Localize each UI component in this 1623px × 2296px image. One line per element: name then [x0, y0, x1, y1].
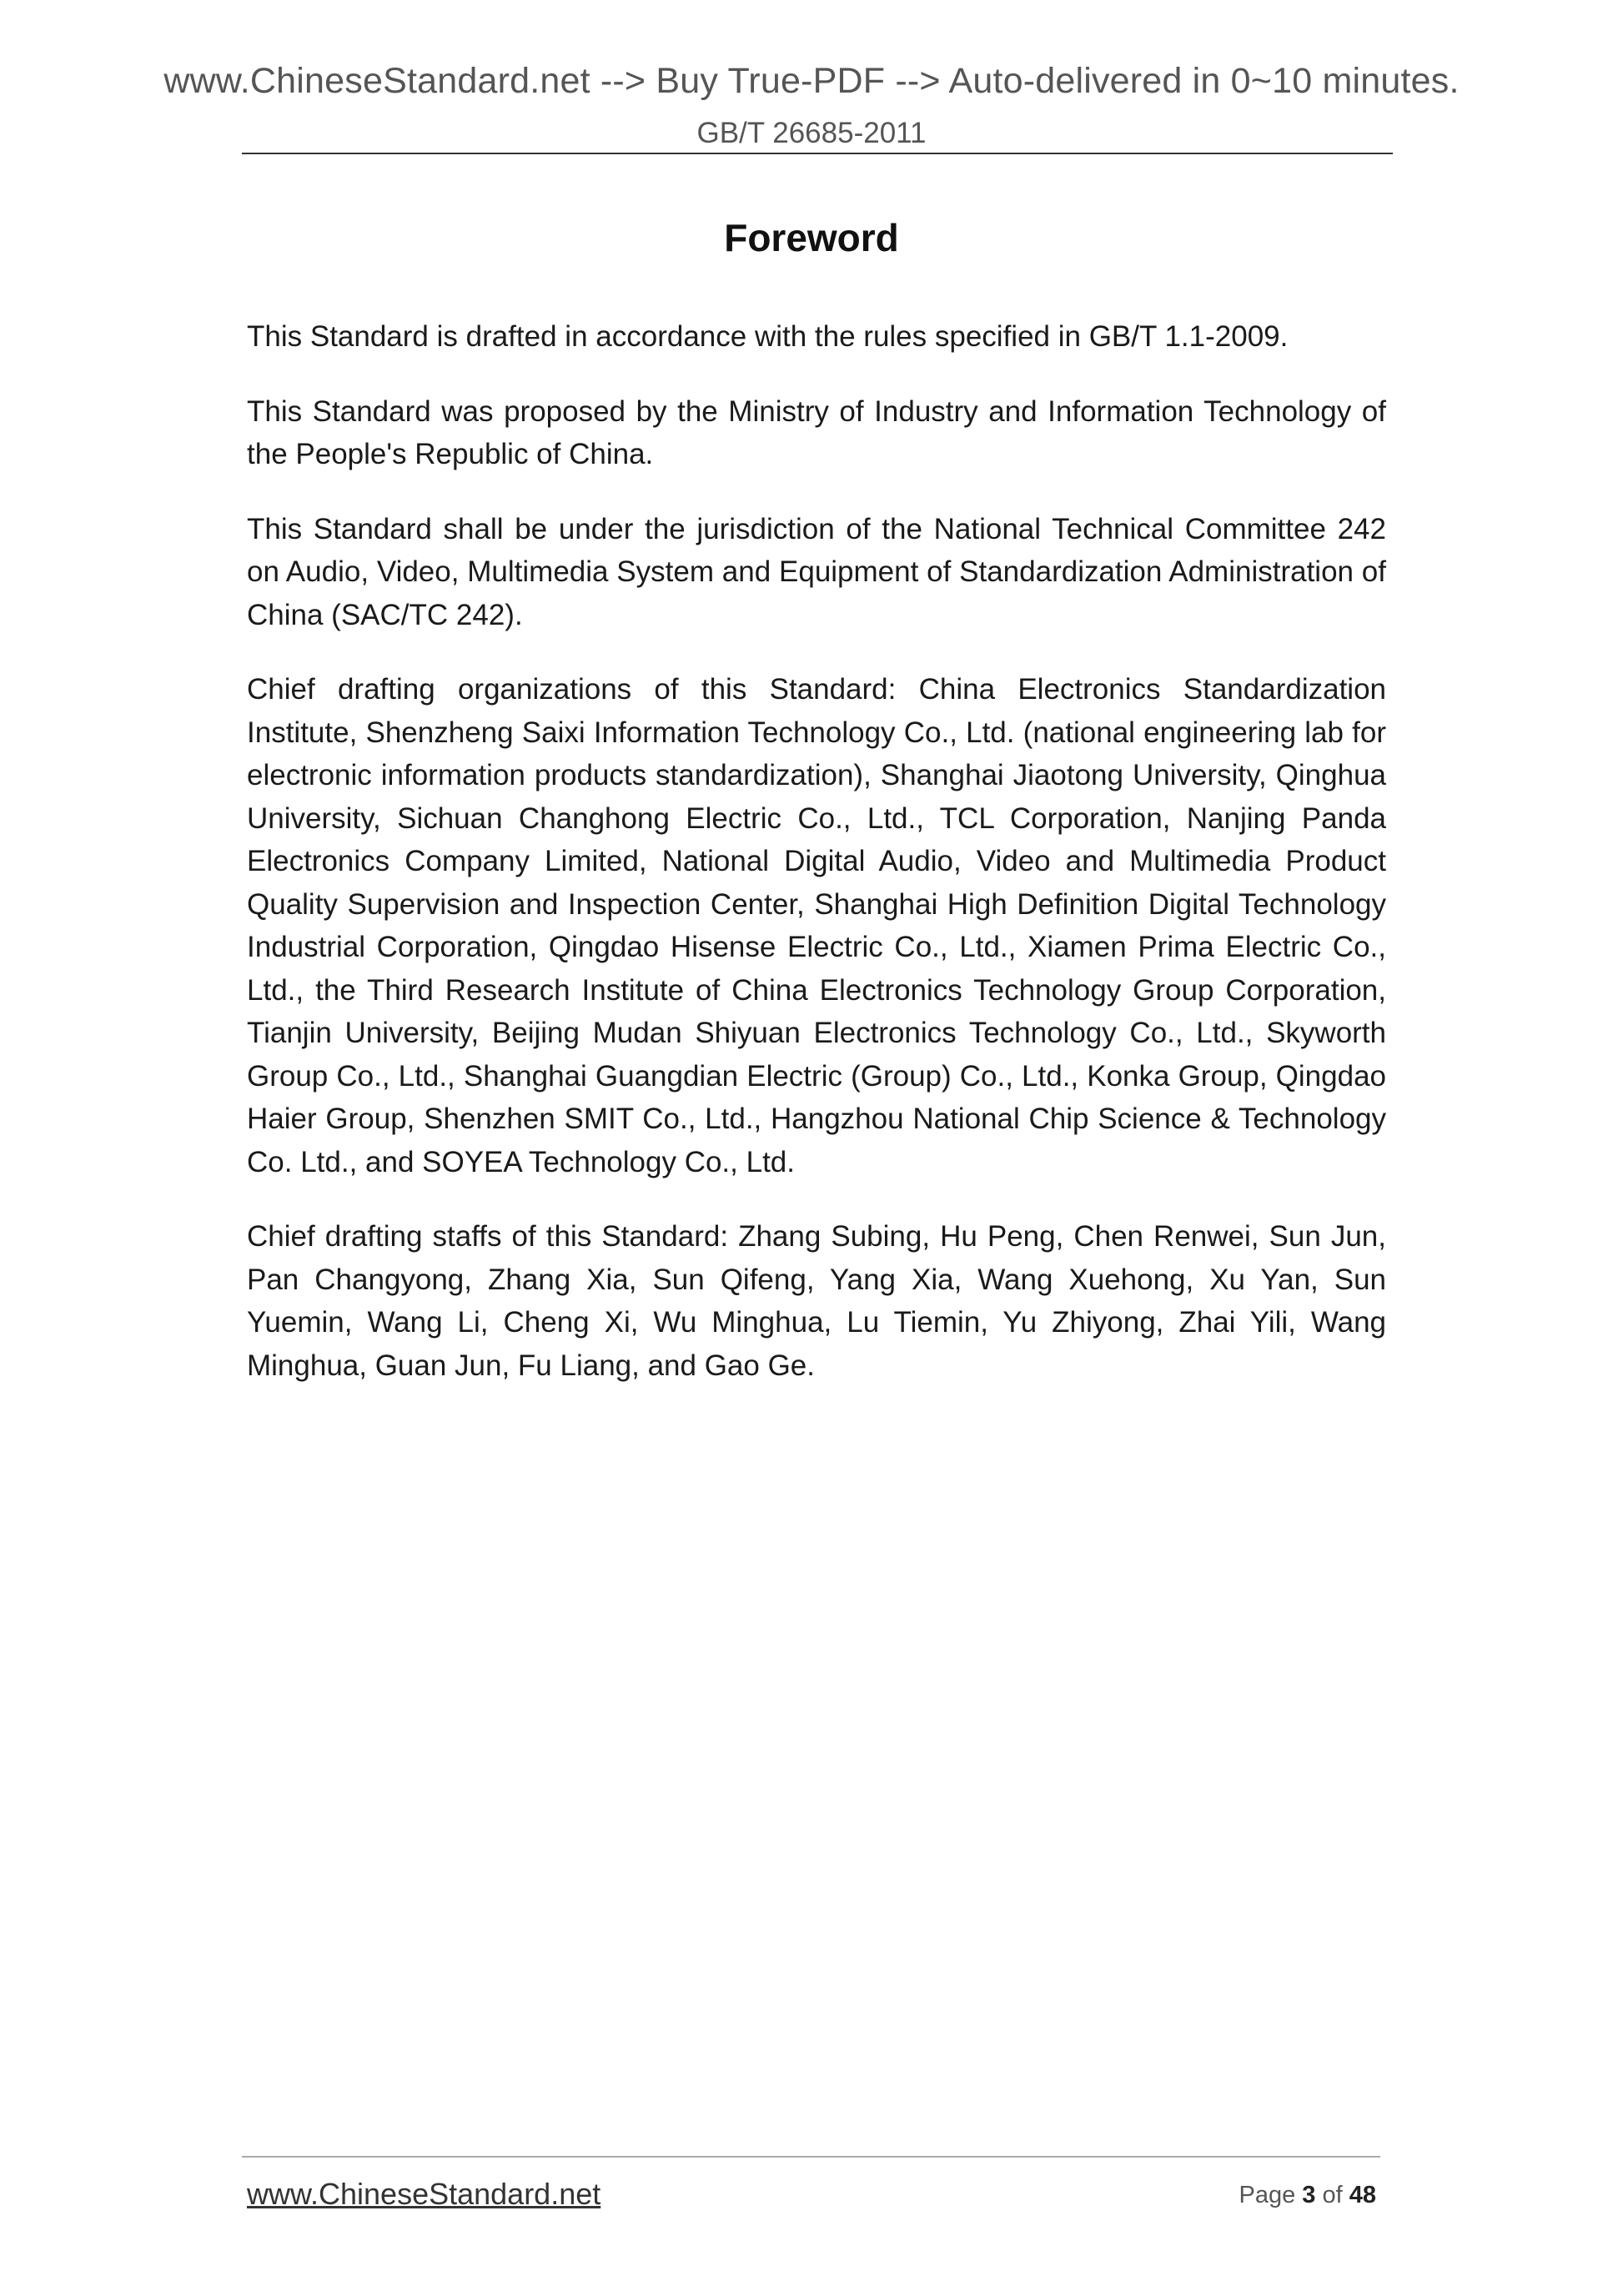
page-title: Foreword — [724, 216, 899, 259]
footer-website-link[interactable]: www.ChineseStandard.net — [247, 2177, 601, 2211]
total-pages: 48 — [1349, 2182, 1376, 2208]
page-number — [1239, 2183, 1376, 2208]
header-banner: www.ChineseStandard.net --> Buy True-PDF --> Auto-delivered in 0~10 minutes. — [163, 61, 1460, 101]
paragraph-jurisdiction: This Standard shall be under the jurisdiction of the National Technical Committee 242 on Audio, Video, Multimedia System and Equipment of Standardization Administration of China (SAC/TC 242). — [247, 512, 1386, 631]
paragraph-drafting-staffs: Chief drafting staffs of this Standard: Zhang Subing, Hu Peng, Chen Renwei, Sun Jun, Pan Changyong, Zhang Xia, Sun Qifeng, Yang Xia, Wang Xuehong, Xu Yan, Sun Yuemin, Wang Li, Cheng Xi, Wu Minghua, Lu Tiemin, Yu Zhiyong, Zhai Yili, Wang Minghua, Guan Jun, Fu Liang, and Gao Ge. — [247, 1220, 1386, 1382]
footer-divider — [242, 2156, 1380, 2158]
standard-code: GB/T 26685-2011 — [696, 117, 927, 149]
paragraph-drafting-rules: This Standard is drafted in accordance with the rules specified in GB/T 1.1-2009. — [247, 320, 1289, 353]
document-body — [247, 315, 1386, 1419]
header-divider — [242, 153, 1393, 154]
paragraph-drafting-organizations: Chief drafting organizations of this Standard: China Electronics Standardization Institute, Shenzheng Saixi Information Technology Co., Ltd. (national engineering lab for electronic information products standardization), Shanghai Jiaotong University, Qinghua University, Sichuan Changhong Electric Co., Ltd., TCL Corporation, Nanjing Panda Electronics Company Limited, National Digital Audio, Video and Multimedia Product Quality Supervision and Inspection Center, Shanghai High Definition Digital Technology Industrial Corporation, Qingdao Hisense Electric Co., Ltd., Xiamen Prima Electric Co., Ltd., the Third Research Institute of China Electronics Technology Group Corporation, Tianjin University, Beijing Mudan Shiyuan Electronics Technology Co., Ltd., Skyworth Group Co., Ltd., Shanghai Guangdian Electric (Group) Co., Ltd., Konka Group, Qingdao Haier Group, Shenzhen SMIT Co., Ltd., Hangzhou National Chip Science & Technology Co. Ltd., and SOYEA Technology Co., Ltd. — [247, 673, 1386, 1178]
current-page: 3 — [1302, 2182, 1316, 2208]
paragraph-proposed-by: This Standard was proposed by the Ministry of Industry and Information Technology of the People's Republic of China. — [247, 394, 1386, 470]
page-of: of — [1322, 2182, 1343, 2208]
page-prefix: Page — [1239, 2182, 1296, 2208]
